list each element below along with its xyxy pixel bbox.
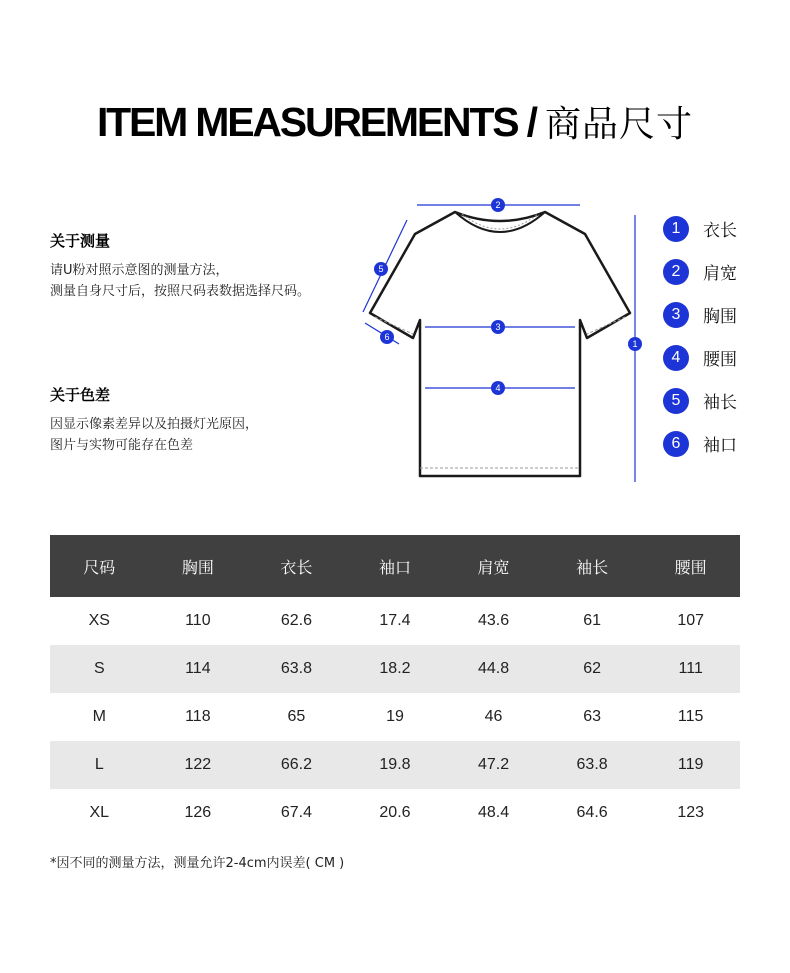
svg-text:2: 2 [495, 200, 501, 210]
table-cell: 114 [149, 645, 248, 693]
legend-item [663, 250, 737, 293]
table-cell: 115 [677, 708, 704, 725]
header-shoulder: 肩宽 [444, 535, 543, 597]
tshirt-outline [370, 212, 630, 476]
table-cell: 111 [641, 645, 740, 693]
table-cell: M [92, 708, 106, 725]
measurement-note-text: 请U粉对照示意图的测量方法， 测量自身尺寸后，按照尺码表数据选择尺码。 [50, 263, 311, 299]
table-row [50, 693, 740, 741]
footnote: *因不同的测量方法，测量允许2-4cm内误差( CM ) [50, 856, 345, 871]
table-cell: 18.2 [346, 645, 445, 693]
table-cell: 64.6 [576, 804, 608, 821]
measurement-note [50, 231, 310, 302]
table-cell: 17.4 [379, 612, 411, 629]
table-cell: 44.8 [444, 645, 543, 693]
table-cell: 63.8 [543, 741, 642, 789]
marker-6 [380, 330, 394, 344]
marker-2 [491, 198, 505, 212]
table-cell: 63.8 [247, 645, 346, 693]
table-cell: 122 [149, 741, 248, 789]
color-note-heading: 关于色差 [50, 386, 111, 404]
table-cell: 67.4 [280, 804, 312, 821]
color-note [50, 385, 258, 456]
table-cell: XL [89, 804, 110, 821]
svg-text:1: 1 [632, 339, 638, 349]
table-cell: L [50, 741, 149, 789]
legend-number: 4 [663, 345, 689, 371]
table-cell: 62 [543, 645, 642, 693]
table-cell: 110 [185, 612, 211, 629]
tshirt-diagram [355, 190, 655, 490]
header-sleeve: 袖长 [543, 535, 642, 597]
measurement-legend [663, 207, 737, 465]
table-cell: 119 [641, 741, 740, 789]
table-cell: 43.6 [477, 612, 510, 629]
title-en: ITEM MEASUREMENTS / [96, 99, 536, 145]
legend-label: 衣长 [703, 221, 737, 241]
svg-text:5: 5 [378, 264, 384, 274]
legend-item [663, 336, 737, 379]
table-cell: 63 [583, 708, 601, 725]
title-cn: 商品尺寸 [545, 104, 694, 145]
table-cell: 19.8 [346, 741, 445, 789]
size-table [50, 535, 740, 837]
table-cell: 66.2 [247, 741, 346, 789]
legend-number: 5 [663, 388, 689, 414]
table-cell: 126 [184, 804, 212, 821]
table-cell: S [50, 645, 149, 693]
marker-1 [628, 337, 642, 351]
table-cell: 19 [386, 708, 404, 725]
page-title [0, 96, 790, 147]
legend-item [663, 379, 737, 422]
table-cell: 65 [287, 708, 306, 725]
table-cell: 62.6 [280, 612, 312, 629]
legend-label: 袖口 [703, 436, 737, 456]
header-cuff: 袖口 [346, 535, 445, 597]
table-header-row [50, 535, 740, 597]
table-row [50, 741, 740, 789]
legend-number: 1 [663, 216, 689, 242]
marker-5 [374, 262, 388, 276]
measurement-note-heading: 关于测量 [50, 232, 111, 250]
legend-number: 6 [663, 431, 689, 457]
color-note-text: 因显示像素差异以及拍摄灯光原因， 图片与实物可能存在色差 [50, 417, 259, 453]
table-cell: 107 [677, 612, 705, 629]
legend-label: 胸围 [703, 307, 737, 327]
legend-label: 腰围 [703, 350, 737, 370]
table-cell: 47.2 [444, 741, 543, 789]
table-cell: XS [88, 612, 110, 629]
legend-label: 袖长 [703, 393, 737, 413]
table-cell: 20.6 [379, 804, 411, 821]
header-length: 衣长 [247, 535, 346, 597]
legend-item [663, 293, 737, 336]
table-cell: 48.4 [477, 804, 510, 821]
legend-item [663, 422, 737, 465]
legend-number: 2 [663, 259, 689, 285]
legend-number: 3 [663, 302, 689, 328]
legend-item [663, 207, 737, 250]
header-chest: 胸围 [149, 535, 248, 597]
table-row [50, 789, 740, 837]
table-row [50, 597, 740, 645]
table-cell: 123 [677, 804, 705, 821]
svg-text:4: 4 [495, 383, 501, 393]
table-cell: 118 [185, 708, 211, 725]
svg-text:3: 3 [495, 322, 501, 332]
legend-label: 肩宽 [703, 264, 737, 284]
table-row [50, 645, 740, 693]
header-size: 尺码 [50, 535, 149, 597]
header-waist: 腰围 [641, 535, 740, 597]
table-cell: 61 [583, 612, 601, 629]
marker-3 [491, 320, 505, 334]
svg-text:6: 6 [384, 332, 390, 342]
table-cell: 46 [484, 708, 503, 725]
marker-4 [491, 381, 505, 395]
